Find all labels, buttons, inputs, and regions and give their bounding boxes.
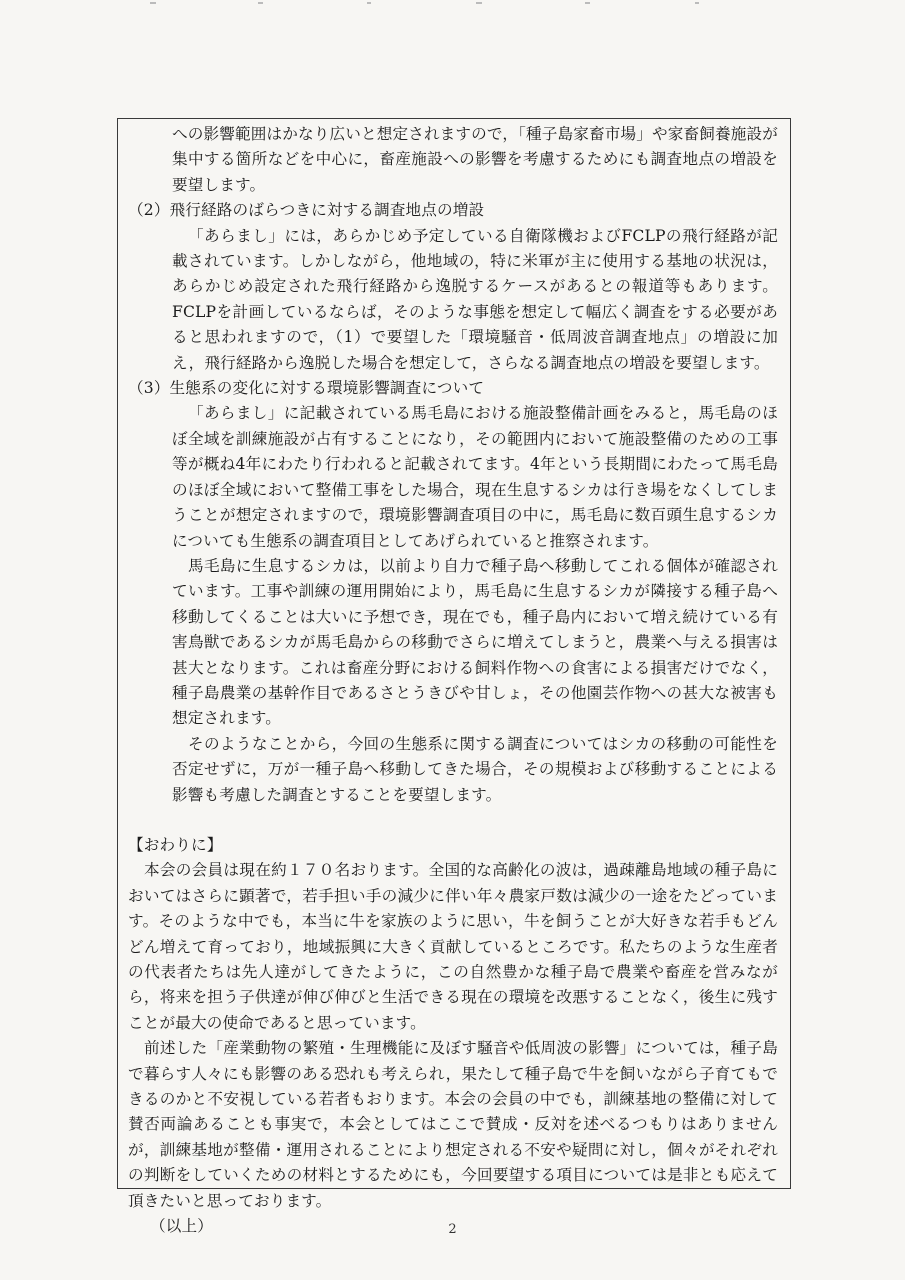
section3-body-3: そのようなことから，今回の生態系に関する調査についてはシカの移動の可能性を否定せずに，万が一種子島へ移動してきた場合，その規模および移動することによる影響も考慮した調査とすることを要望します。 [172, 734, 778, 804]
conclusion-body-1: 本会の会員は現在約１７０名おります。全国的な高齢化の波は，過疎離島地域の種子島においてはさらに顕著で，若手担い手の減少に伴い年々農家戸数は減少の一途をたどっています。そのような中でも，本当に牛を家族のように思い，牛を飼うことが大好きな若手もどんどん増えて育っており，地域振興に大きく貢献しているところです。私たちのような生産者の代表者たちは先人達がしてきたように，この自然豊かな種子島で農業や畜産を営みながら，将来を担う子供達が伸び伸びと生活できる現在の環境を改悪することなく，後生に残すことが最大の使命であると思っています。 [128, 861, 778, 1032]
scan-edge-marks [0, 0, 905, 6]
section2-body: 「あらまし」には，あらかじめ予定している自衛隊機およびFCLPの飛行経路が記載されています。しかしながら，他地域の，特に米軍が主に使用する基地の状況は，あらかじめ設定された飛行経路から逸脱するケースがあるとの報道等もあります。FCLPを計画しているならば，そのような事態を想定して幅広く調査をする必要があると思われますので，（1）で要望した「環境騒音・低周波音調査地点」の増設に加え，飛行経路から逸脱した場合を想定して，さらなる調査地点の増設を要望します。 [172, 226, 778, 372]
section3-body-1: 「あらまし」に記載されている馬毛島における施設整備計画をみると，馬毛島のほぼ全域を訓練施設が占有することになり，その範囲内において施設整備のための工事等が概ね4年にわたり行われると記載されてます。4年という長期間にわたって馬毛島のほぼ全域において整備工事をした場合，現在生息するシカは行き場をなくしてしまうことが想定されますので，環境影響調査項目の中に，馬毛島に数百頭生息するシカについても生態系の調査項目としてあげられていると推察されます。 [172, 404, 778, 550]
conclusion-body-2: 前述した「産業動物の繁殖・生理機能に及ぼす騒音や低周波の影響」については，種子島で暮らす人々にも影響のある恐れも考えられ，果たして種子島で牛を飼いながら子育てもできるのかと不安視している若者もおります。本会の会員の中でも，訓練基地の整備に対して賛否両論あることも事実で，本会としてはここで賛成・反対を述べるつもりはありませんが，訓練基地が整備・運用されることにより想定される不安や疑問に対し，個々がそれぞれの判断をしていくための材料とするためにも，今回要望する項目については是非とも応えて頂きたいと思っております。 [128, 1039, 778, 1210]
section1-continuation: への影響範囲はかなり広いと想定されますので，「種子島家畜市場」や家畜飼養施設が集中する箇所などを中心に，畜産施設への影響を考慮するためにも調査地点の増設を要望します。 [172, 125, 778, 194]
section-spacer [128, 808, 778, 833]
closing-mark: （以上） [150, 1217, 213, 1236]
page-number: 2 [448, 1222, 457, 1237]
conclusion-heading: 【おわりに】 [128, 835, 223, 854]
section3-heading: （3）生態系の変化に対する環境影響調査について [128, 379, 485, 398]
section3-body-2: 馬毛島に生息するシカは，以前より自力で種子島へ移動してこれる個体が確認されています。工事や訓練の運用開始により，馬毛島に生息するシカが隣接する種子島へ移動してくることは大いに予想でき，現在でも，種子島内において増え続けている有害鳥獣であるシカが馬毛島からの移動でさらに増えてしまうと，農業へ与える損害は甚大となります。これは畜産分野における飼料作物への食害による損害だけでなく，種子島農業の基幹作目であるさとうきびや甘しょ，その他園芸作物への甚大な被害も想定されます。 [172, 556, 778, 728]
section2-heading: （2）飛行経路のばらつきに対する調査地点の増設 [128, 201, 485, 220]
document-body [128, 122, 778, 1239]
